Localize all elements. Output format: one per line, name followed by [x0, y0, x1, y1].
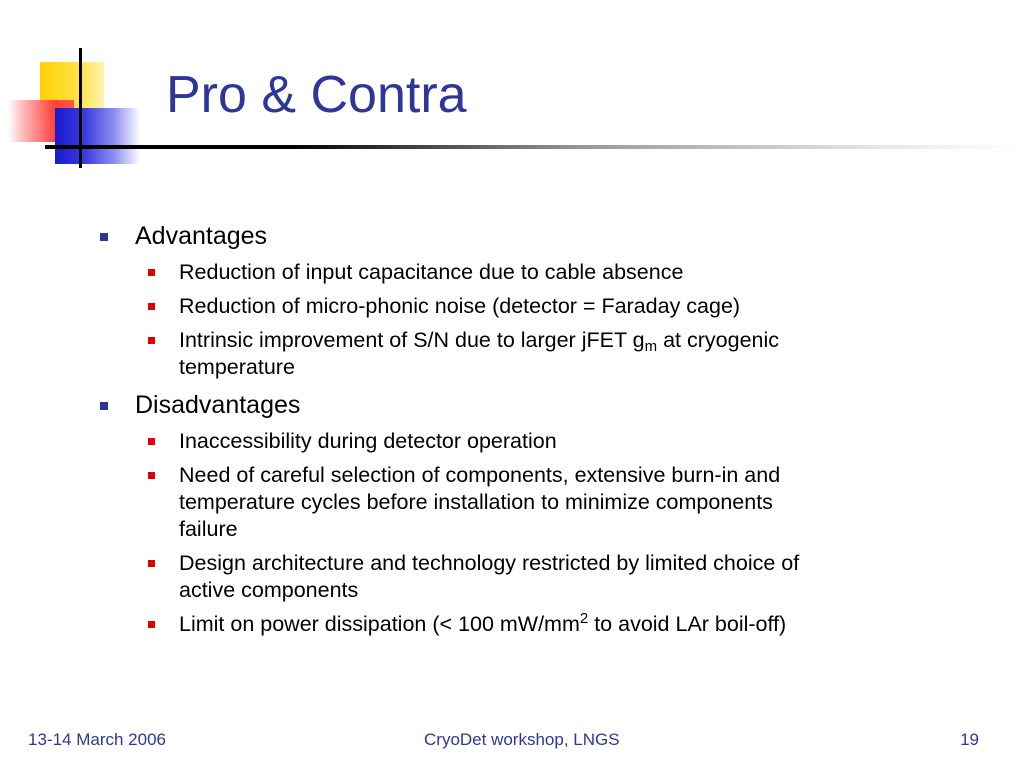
logo-blue-square: [55, 108, 140, 164]
bullet-item: Inaccessibility during detector operation: [140, 428, 819, 455]
bullet-item-text: at cryogenic temperature: [179, 328, 780, 379]
bullet-disadvantages: Disadvantages: [96, 389, 866, 421]
footer-event: CryoDet workshop, LNGS: [424, 730, 620, 749]
bullet-item: [140, 611, 819, 638]
subscript: m: [644, 338, 658, 355]
bullet-item-text: Intrinsic improvement of S/N due to larger jFET g: [179, 328, 645, 352]
bullet-item: Reduction of input capacitance due to cable absence: [140, 259, 819, 286]
bullet-item-text: to avoid LAr boil-off): [588, 612, 787, 636]
bullet-item-text: Limit on power dissipation (< 100 mW/mm: [179, 612, 580, 636]
title-underline: [45, 145, 1024, 149]
bullet-item: Reduction of micro-phonic noise (detector = Faraday cage): [140, 293, 819, 320]
bullet-advantages: Advantages: [96, 220, 866, 252]
bullet-item: Design architecture and technology restricted by limited choice of active components: [140, 550, 819, 604]
bullet-item: Need of careful selection of components, extensive burn-in and temperature cycles before installation to minimize components failure: [140, 462, 819, 543]
footer-page-number: 19: [960, 730, 979, 749]
bullet-item: [140, 327, 819, 381]
superscript: 2: [579, 610, 589, 627]
slide-title: Pro & Contra: [166, 66, 467, 124]
footer-date: 13-14 March 2006: [28, 730, 166, 749]
slide-body: [96, 218, 866, 638]
logo-vertical-line: [79, 48, 82, 168]
